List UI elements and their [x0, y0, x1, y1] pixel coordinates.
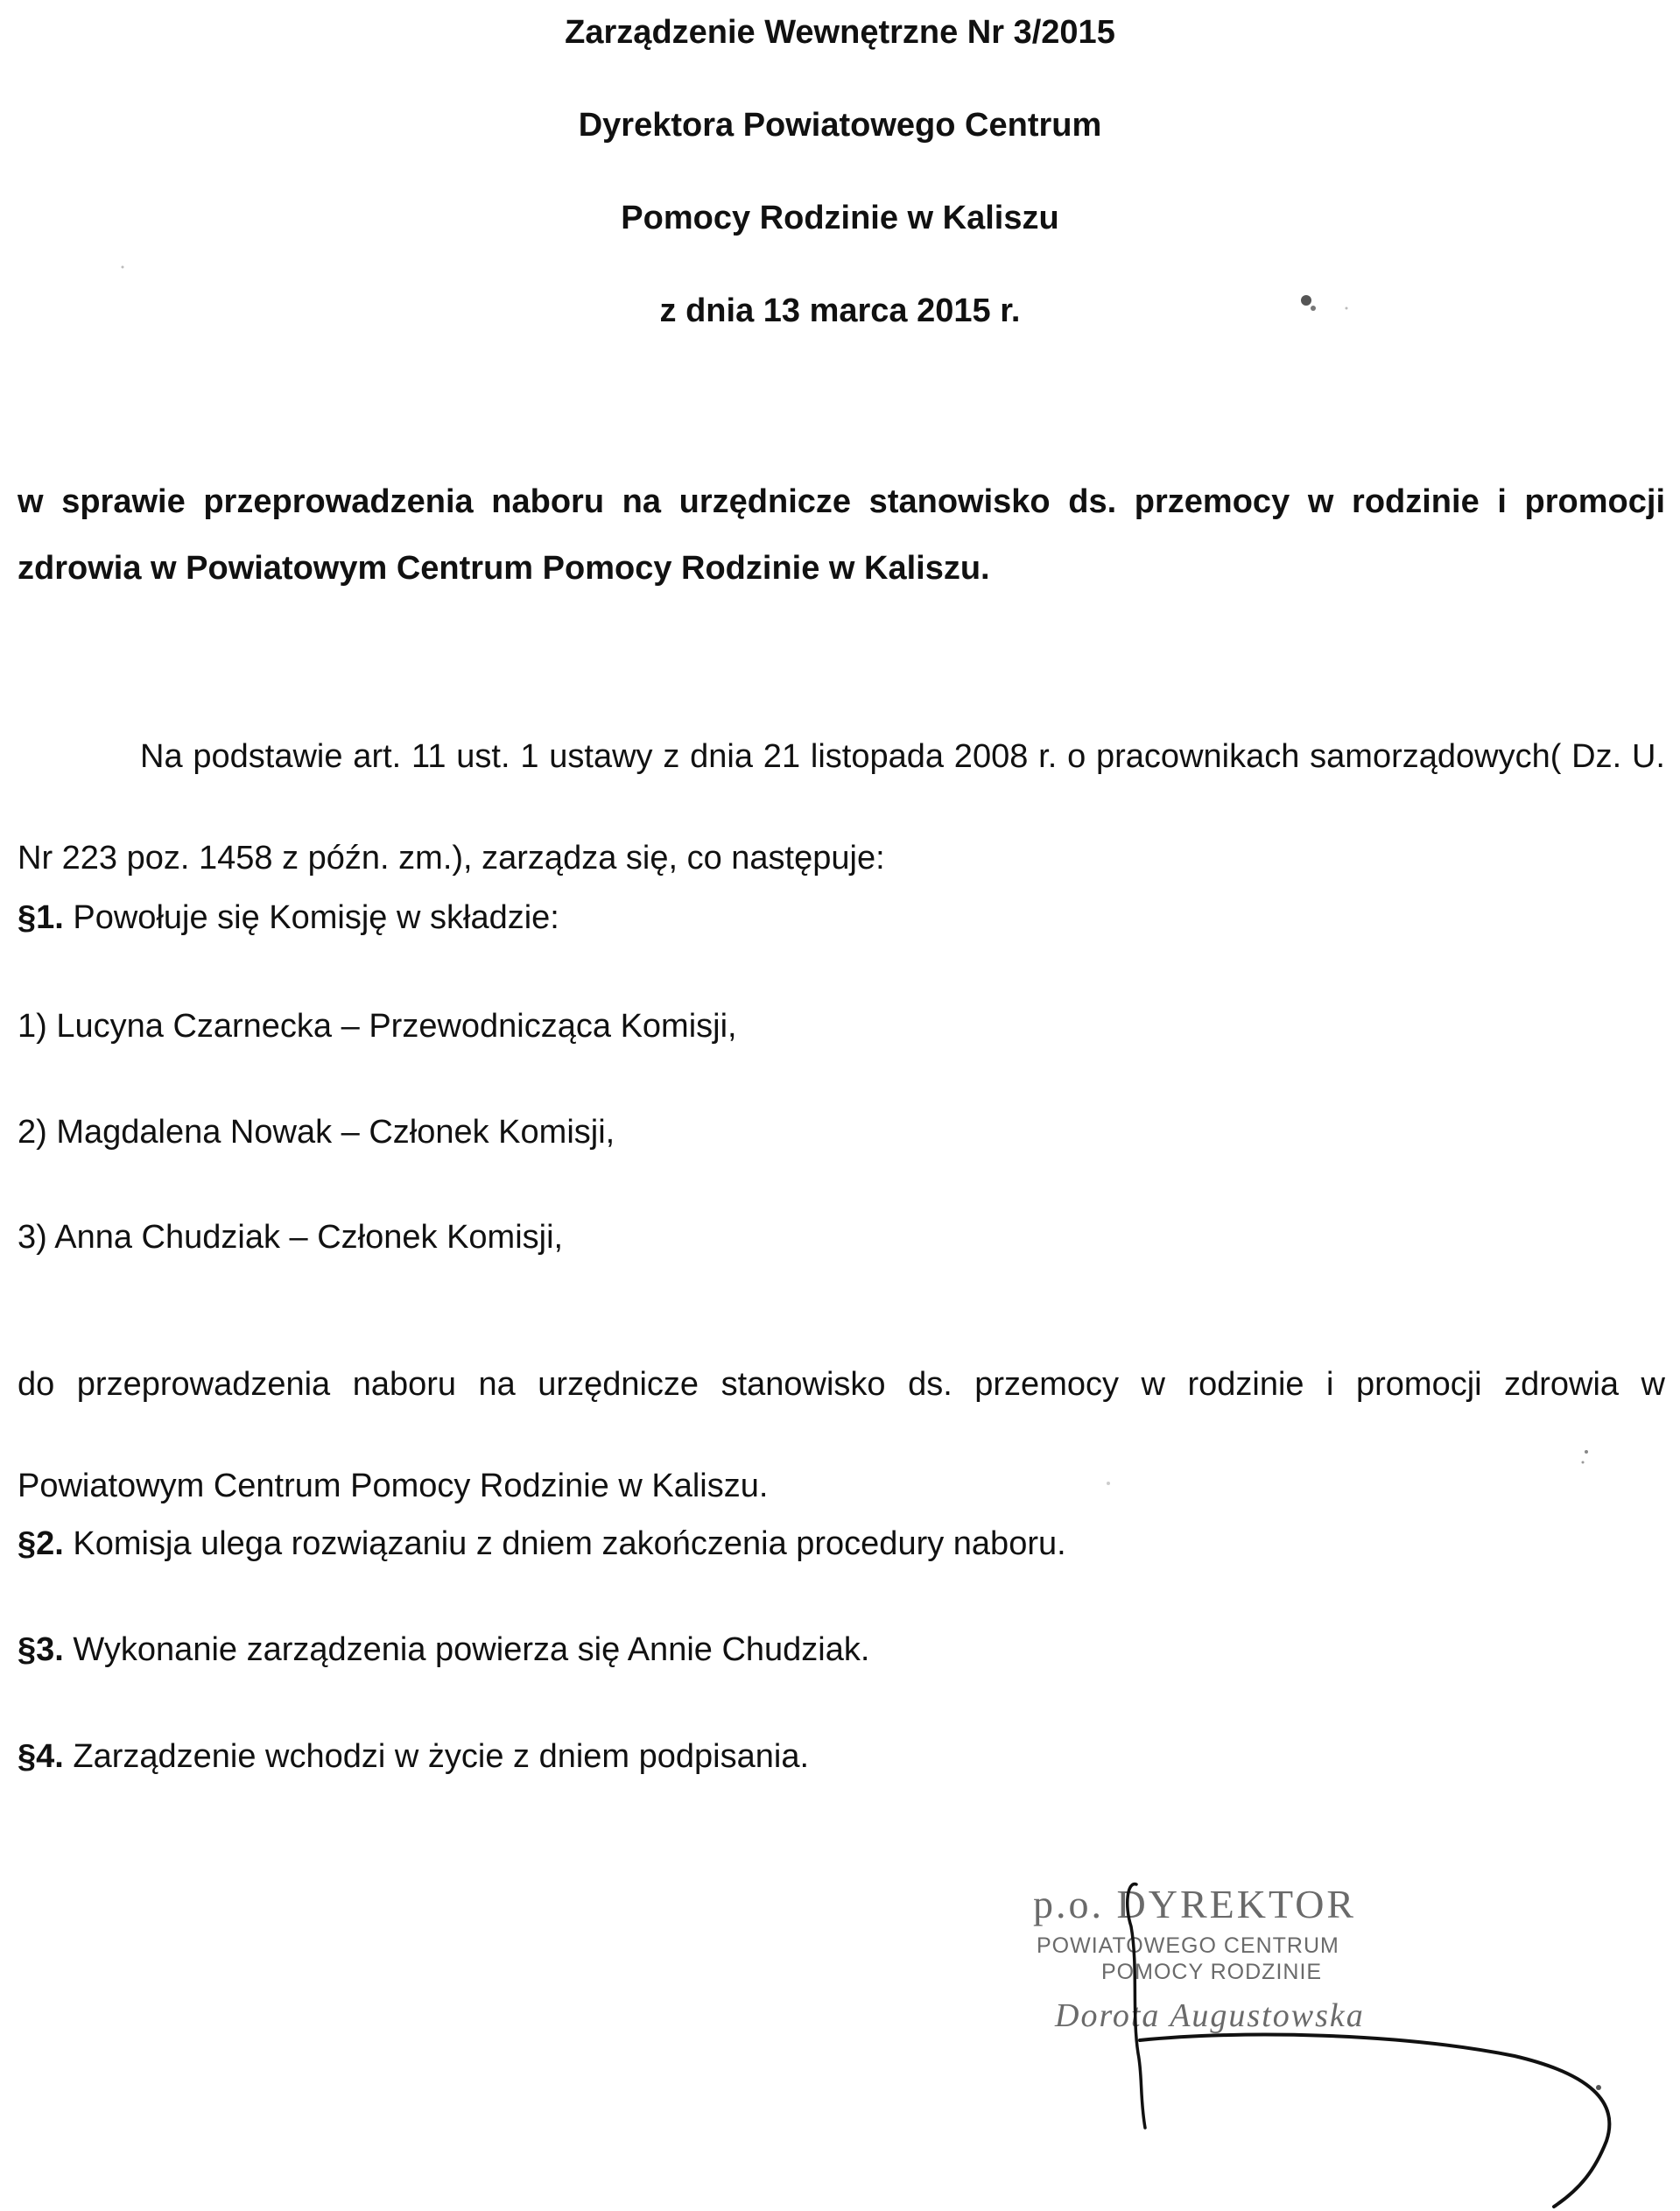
stamp-line-2: POWIATOWEGO CENTRUM — [1037, 1933, 1339, 1958]
commission-purpose: do przeprowadzenia naboru na urzędnicze stanowisko ds. przemocy w rodzinie i promocji zdrowia w Powiatowym Centrum Pomocy Rodzinie w Kaliszu. — [18, 1366, 1665, 1504]
paragraph-4 — [18, 1736, 809, 1777]
paragraph-3-number: §3. — [18, 1631, 64, 1668]
order-date: z dnia 13 marca 2015 r. — [659, 292, 1021, 329]
paragraph-2 — [18, 1524, 1066, 1564]
paragraph-1 — [18, 898, 559, 938]
paragraph-2-text: Komisja ulega rozwiązaniu z dniem zakończenia procedury naboru. — [63, 1525, 1066, 1562]
paragraph-4-text: Zarządzenie wchodzi w życie z dniem podpisania. — [63, 1738, 810, 1775]
issuer-line-2: Pomocy Rodzinie w Kaliszu — [621, 200, 1059, 236]
stamp-title: p.o. DYREKTOR — [1033, 1882, 1357, 1926]
paragraph-3 — [18, 1630, 869, 1670]
paragraph-3-text: Wykonanie zarządzenia powierza się Annie Chudziak. — [63, 1631, 870, 1668]
paragraph-2-number: §2. — [18, 1525, 64, 1562]
member-3: 3) Anna Chudziak – Członek Komisji, — [18, 1219, 564, 1256]
order-title: Zarządzenie Wewnętrzne Nr 3/2015 — [565, 14, 1115, 51]
paragraph-1-number: §1. — [18, 899, 64, 936]
stamp-name: Dorota Augustowska — [1055, 1997, 1365, 2034]
director-stamp — [1033, 1881, 1488, 2074]
stamp-line-3: POMOCY RODZINIE — [1101, 1960, 1323, 1984]
member-1: 1) Lucyna Czarnecka – Przewodnicząca Komisji, — [18, 1008, 737, 1045]
member-2: 2) Magdalena Nowak – Członek Komisji, — [18, 1114, 615, 1151]
paragraph-4-number: §4. — [18, 1738, 64, 1775]
legal-basis: Na podstawie art. 11 ust. 1 ustawy z dnia 21 listopada 2008 r. o pracownikach samorządowych( Dz. U. Nr 223 poz. 1458 z późn. zm.), zarządza się, co następuje: — [18, 738, 1665, 877]
order-subject: w sprawie przeprowadzenia naboru na urzędnicze stanowisko ds. przemocy w rodzinie i promocji zdrowia w Powiatowym Centrum Pomocy Rodzinie w Kaliszu. — [18, 483, 1665, 587]
issuer-line-1: Dyrektora Powiatowego Centrum — [578, 107, 1102, 144]
paragraph-1-text: Powołuje się Komisję w składzie: — [63, 899, 559, 936]
